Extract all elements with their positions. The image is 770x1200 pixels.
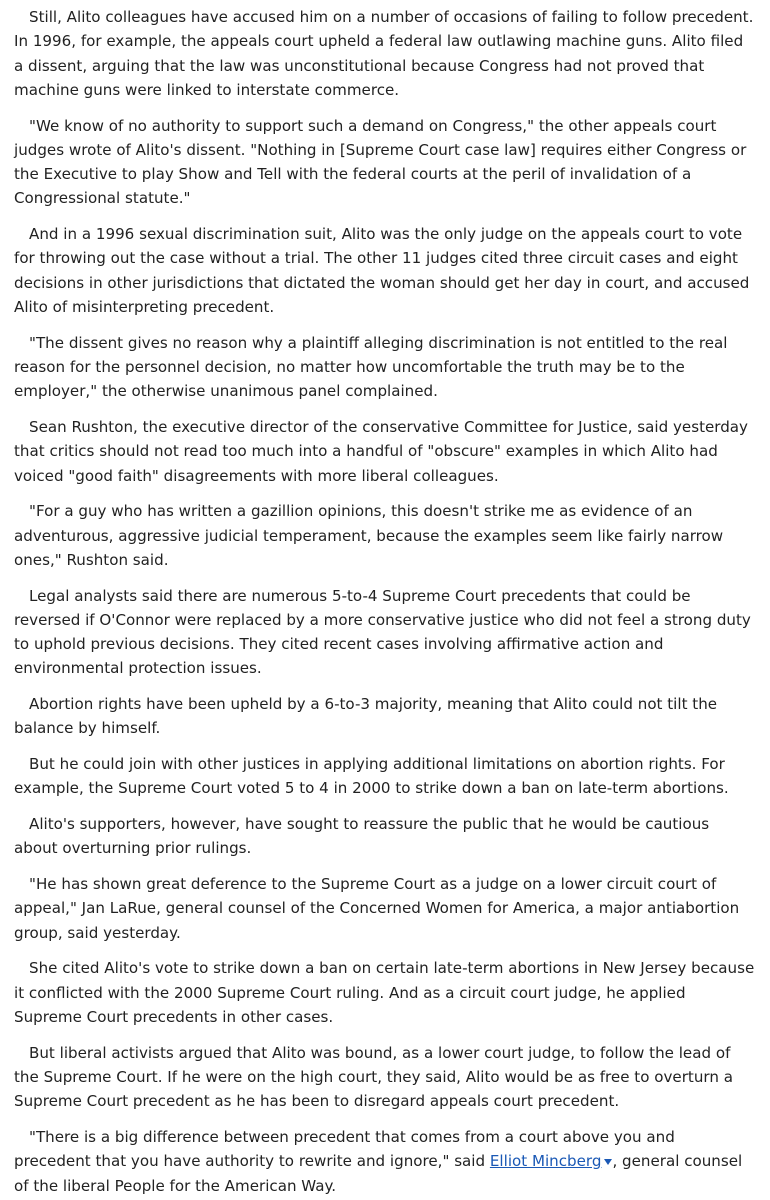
article-paragraph: Legal analysts said there are numerous 5-to-4 Supreme Court precedents that could be reversed if O'Connor were replaced by a more conservative justice who did not feel a strong duty to uphold previous decisions. They cited recent cases involving affirmative action and environmental protection issues.	[14, 586, 751, 678]
person-link-elliot-mincberg[interactable]: Elliot Mincberg	[489, 1152, 602, 1171]
article-paragraph: "For a guy who has written a gazillion opinions, this doesn't strike me as evidence of an adventurous, aggressive judicial temperament, because the examples seem like fairly narrow ones," Rushton said.	[14, 502, 724, 569]
paragraph-text-before-link: "There is a big difference between precedent that comes from a court above you and precedent that you have authority to rewrite and ignore," said	[14, 1127, 675, 1171]
article-paragraph: Alito's supporters, however, have sought to reassure the public that he would be cautious about overturning prior rulings.	[14, 815, 710, 858]
paragraph-text-after-link: , general counsel of the liberal People for the American Way.	[14, 1152, 743, 1195]
article-paragraph: "He has shown great deference to the Supreme Court as a judge on a lower circuit court of appeal," Jan LaRue, general counsel of the Concerned Women for America, a major antiabortion group, said yesterday.	[14, 875, 740, 942]
article-paragraph: But he could join with other justices in applying additional limitations on abortion rights. For example, the Supreme Court voted 5 to 4 in 2000 to strike down a ban on late-term abortions.	[14, 755, 729, 798]
article-paragraph-last	[14, 1125, 756, 1198]
article-paragraph: She cited Alito's vote to strike down a ban on certain late-term abortions in New Jersey because it conflicted with the 2000 Supreme Court ruling. And as a circuit court judge, he applied Supreme Court precedents in other cases.	[14, 959, 755, 1026]
article-paragraph: "We know of no authority to support such a demand on Congress," the other appeals court judges wrote of Alito's dissent. "Nothing in [Supreme Court case law] requires either Congress or the Executive to play Show and Tell with the federal courts at the peril of invalidation of a Congressional statute."	[14, 116, 747, 208]
article-paragraph: Sean Rushton, the executive director of the conservative Committee for Justice, said yesterday that critics should not read too much into a handful of "obscure" examples in which Alito had voiced "good faith" disagreements with more liberal colleagues.	[14, 418, 748, 485]
article-paragraph: Still, Alito colleagues have accused him on a number of occasions of failing to follow precedent. In 1996, for example, the appeals court upheld a federal law outlawing machine guns. Alito filed a dissent, arguing that the law was unconstitutional because Congress had not proved that machine guns were linked to interstate commerce.	[14, 8, 754, 99]
article-paragraph: Abortion rights have been upheld by a 6-to-3 majority, meaning that Alito could not tilt the balance by himself.	[14, 695, 718, 738]
article-paragraph: "The dissent gives no reason why a plaintiff alleging discrimination is not entitled to the real reason for the personnel decision, no matter how uncomfortable the truth may be to the employer," the otherwise unanimous panel complained.	[14, 333, 728, 401]
article-paragraph: And in a 1996 sexual discrimination suit, Alito was the only judge on the appeals court to vote for throwing out the case without a trial. The other 11 judges cited three circuit cases and eight decisions in other jurisdictions that dictated the woman should get her day in court, and accused Alito of misinterpreting precedent.	[14, 225, 750, 317]
article-paragraph: But liberal activists argued that Alito was bound, as a lower court judge, to follow the lead of the Supreme Court. If he were on the high court, they said, Alito would be as free to overturn a Supreme Court precedent as he has been to disregard appeals court precedent.	[14, 1043, 733, 1111]
